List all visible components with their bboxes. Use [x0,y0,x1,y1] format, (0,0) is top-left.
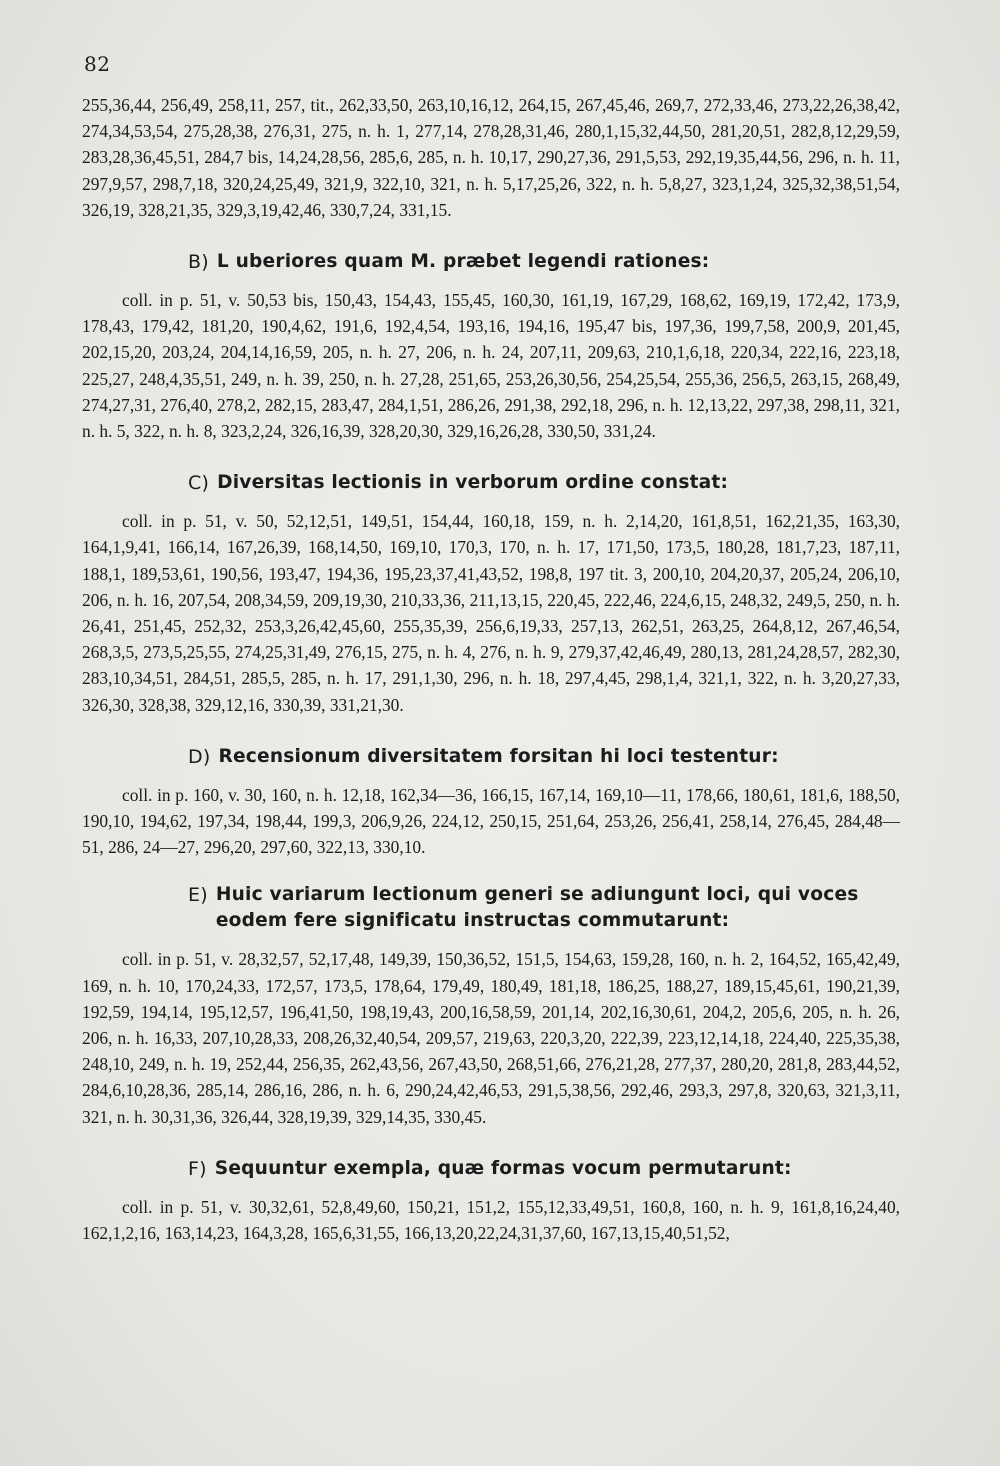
section-heading [188,744,900,770]
section-letter: B) [188,251,209,274]
section-title: Sequuntur exempla, quæ formas vocum permutarunt: [214,1157,792,1179]
section-text: coll. in p. 51, v. 50,53 bis, 150,43, 154,43, 155,45, 160,30, 161,19, 167,29, 168,62, 169,19, 172,42, 173,9, 178,43, 179,42, 181,20, 190,4,62, 191,6, 192,4,54, 193,16, 194,16, 195,47 bis, 197,36, 199,7,58, 200,9, 201,45, 202,15,20, 203,24, 204,14,16,59, 205, n. h. 27, 206, n. h. 24, 207,11, 209,63, 210,1,6,18, 220,34, 222,16, 223,18, 225,27, 248,4,35,51, 249, n. h. 39, 250, n. h. 27,28, 251,65, 253,26,30,56, 254,25,54, 255,36, 256,5, 263,15, 268,49, 274,27,31, 276,40, 278,2, 282,15, 283,47, 284,1,51, 286,26, 291,38, 292,18, 296, n. h. 12,13,22, 297,38, 298,11, 321, n. h. 5, 322, n. h. 8, 323,2,24, 326,16,39, 328,20,30, 329,16,26,28, 330,50, 331,24. [82,290,900,442]
section-title: Huic variarum lectionum generi se adiungunt loci, qui voces eodem fere significatu instructas commutarunt: [215,884,859,932]
section-e [82,882,900,1129]
section-letter: F) [188,1157,207,1180]
section-heading [188,470,900,496]
section-title: L uberiores quam M. præbet legendi rationes: [216,251,710,273]
section-heading [188,1156,900,1182]
section-title: Recensionum diversitatem forsitan hi loci testentur: [218,745,779,767]
section-d [82,744,900,861]
section-title: Diversitas lectionis in verborum ordine constat: [217,472,729,494]
section-text: coll. in p. 51, v. 50, 52,12,51, 149,51, 154,44, 160,18, 159, n. h. 2,14,20, 161,8,51, 162,21,35, 163,30, 164,1,9,41, 166,14, 167,26,39, 168,14,50, 169,10, 170,3, 170, n. h. 17, 171,50, 173,5, 180,28, 181,7,23, 187,11, 188,1, 189,53,61, 190,56, 193,47, 194,36, 195,23,37,41,43,52, 198,8, 197 tit. 3, 200,10, 204,20,37, 205,24, 206,10, 206, n. h. 16, 207,54, 208,34,59, 209,19,30, 210,33,36, 211,13,15, 220,45, 222,46, 224,6,15, 248,32, 249,5, 250, n. h. 26,41, 251,45, 252,32, 253,3,26,42,45,60, 255,35,39, 256,6,19,33, 257,13, 262,51, 263,25, 264,8,12, 267,46,54, 268,3,5, 273,5,25,55, 274,25,31,49, 276,15, 275, n. h. 4, 276, n. h. 9, 279,37,42,46,49, 280,13, 281,24,28,57, 282,30, 283,10,34,51, 284,51, 285,5, 285, n. h. 17, 291,1,30, 296, n. h. 18, 297,4,45, 298,1,4, 321,1, 322, n. h. 3,20,27,33, 326,30, 328,38, 329,12,16, 330,39, 331,21,30. [82,511,900,715]
section-f [82,1156,900,1246]
section-letter: E) [188,884,208,907]
section-text: coll. in p. 51, v. 30,32,61, 52,8,49,60, 150,21, 151,2, 155,12,33,49,51, 160,8, 160, n. h. 9, 161,8,16,24,40, 162,1,2,16, 163,14,23, 164,3,28, 165,6,31,55, 166,13,20,22,24,31,37,60, 167,13,15,40,51,52, [82,1196,900,1244]
section-letter: C) [188,472,210,495]
section-text: coll. in p. 160, v. 30, 160, n. h. 12,18, 162,34—36, 166,15, 167,14, 169,10—11, 178,66, 180,61, 181,6, 188,50, 190,10, 194,62, 197,34, 198,44, 199,3, 206,9,26, 224,12, 250,15, 251,64, 253,26, 256,41, 258,14, 276,45, 284,48—51, 286, 24—27, 296,20, 297,60, 322,13, 330,10. [82,784,900,858]
section-heading [188,882,900,934]
section-c [82,470,900,718]
section-letter: D) [188,745,211,768]
intro-paragraph: 255,36,44, 256,49, 258,11, 257, tit., 262,33,50, 263,10,16,12, 264,15, 267,45,46, 269,7, 272,33,46, 273,22,26,38,42, 274,34,53,54, 275,28,38, 276,31, 275, n. h. 1, 277,14, 278,28,31,46, 280,1,15,32,44,50, 281,20,51, 282,8,12,29,59, 283,28,36,45,51, 284,7 bis, 14,24,28,56, 285,6, 285, n. h. 10,17, 290,27,36, 291,5,53, 292,19,35,44,56, 296, n. h. 11, 297,9,57, 298,7,18, 320,24,25,49, 321,9, 322,10, 321, n. h. 5,17,25,26, 322, n. h. 5,8,27, 323,1,24, 325,32,38,51,54, 326,19, 328,21,35, 329,3,19,42,46, 330,7,24, 331,15. [82,95,900,220]
section-heading [188,249,900,275]
section-b [82,249,900,444]
section-text: coll. in p. 51, v. 28,32,57, 52,17,48, 149,39, 150,36,52, 151,5, 154,63, 159,28, 160, n. h. 2, 164,52, 165,42,49, 169, n. h. 10, 170,24,33, 172,57, 173,5, 178,64, 179,49, 180,49, 181,18, 186,25, 188,27, 189,15,45,61, 190,21,39, 192,59, 194,14, 195,12,57, 196,41,50, 198,19,43, 200,16,58,59, 201,14, 202,16,30,61, 204,2, 205,6, 205, n. h. 26, 206, n. h. 16,33, 207,10,28,33, 208,26,32,40,54, 209,57, 219,63, 220,3,20, 222,39, 223,12,14,18, 224,40, 225,35,38, 248,10, 249, n. h. 19, 252,44, 256,35, 262,43,56, 267,43,50, 268,51,66, 276,21,28, 277,37, 280,20, 281,8, 283,44,52, 284,6,10,28,36, 285,14, 286,16, 286, n. h. 6, 290,24,42,46,53, 291,5,38,56, 292,46, 293,3, 297,8, 320,63, 321,3,11, 321, n. h. 30,31,36, 326,44, 328,19,39, 329,14,35, 330,45. [82,949,900,1127]
page-number: 82 [84,52,111,76]
